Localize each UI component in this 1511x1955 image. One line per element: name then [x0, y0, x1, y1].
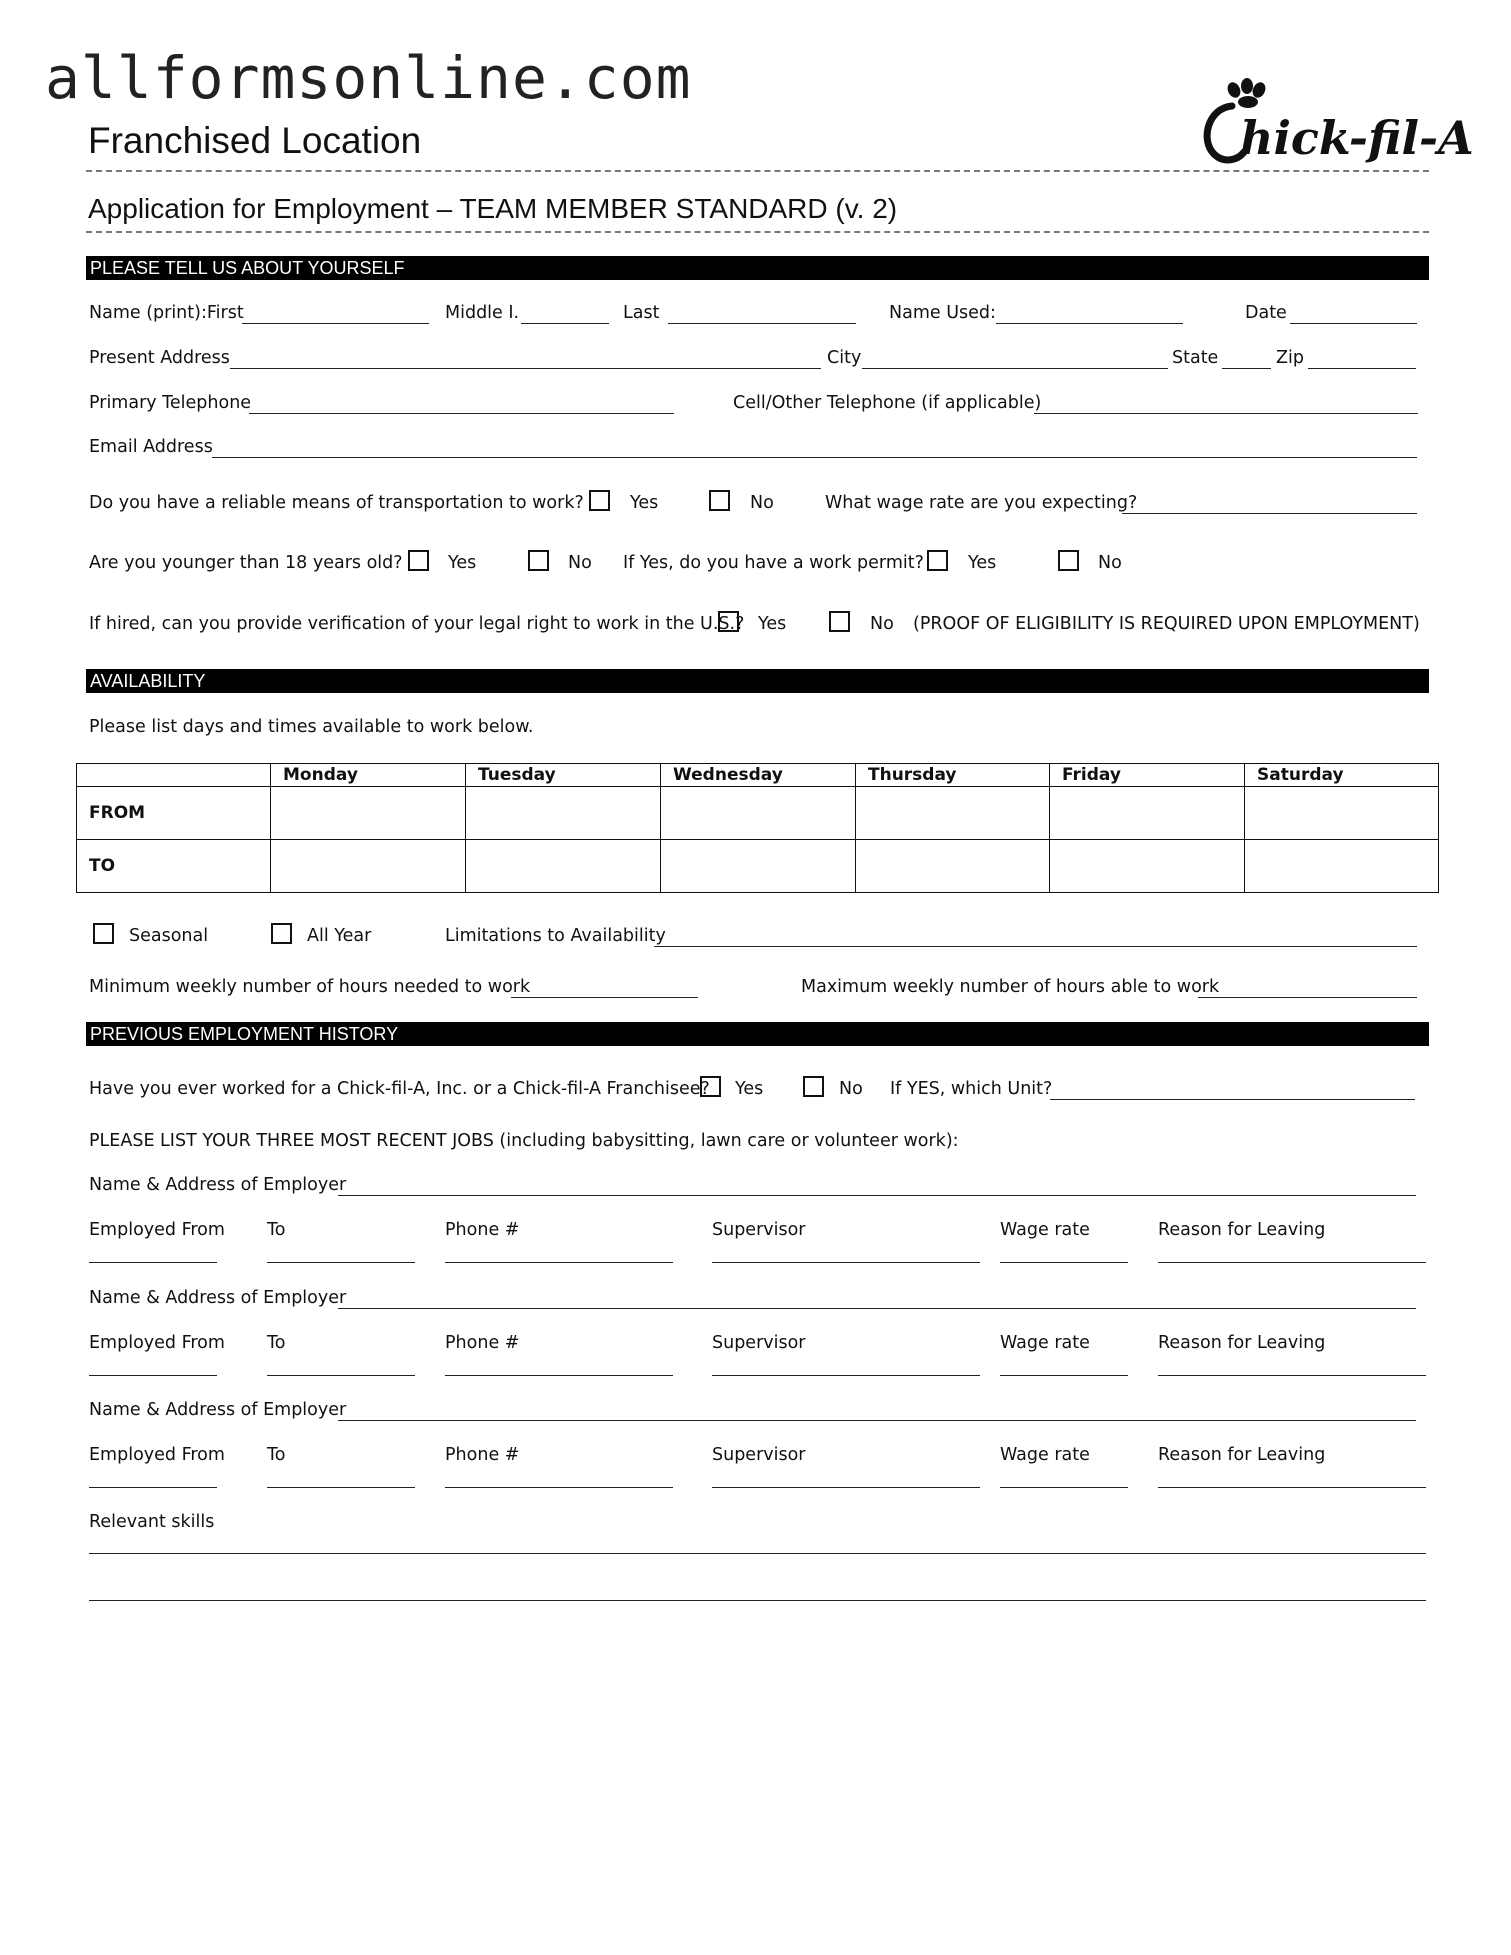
label-list-jobs: PLEASE LIST YOUR THREE MOST RECENT JOBS (including babysitting, lawn care or volunteer work):: [89, 1131, 959, 1151]
label-yes: Yes: [758, 614, 787, 634]
checkbox-all-year[interactable]: [271, 923, 292, 944]
label-age-question: Are you younger than 18 years old?: [89, 553, 403, 573]
checkbox-permit-yes[interactable]: [927, 550, 948, 571]
label-employed-from: Employed From: [89, 1220, 225, 1240]
label-supervisor: Supervisor: [712, 1333, 806, 1353]
field-cell-telephone[interactable]: [1034, 395, 1418, 414]
label-reason-leaving: Reason for Leaving: [1158, 1333, 1326, 1353]
field-employed-from-3[interactable]: [89, 1469, 217, 1488]
field-email[interactable]: [212, 439, 1417, 458]
field-phone-3[interactable]: [445, 1469, 673, 1488]
field-limitations[interactable]: [654, 928, 1417, 947]
field-middle[interactable]: [521, 305, 609, 324]
label-no: No: [839, 1079, 863, 1099]
chick-fil-a-logo: [1196, 78, 1474, 170]
label-last: Last: [623, 303, 660, 323]
label-no: No: [1098, 553, 1122, 573]
label-worked-question: Have you ever worked for a Chick-fil-A, Inc. or a Chick-fil-A Franchisee?: [89, 1079, 710, 1099]
label-permit-question: If Yes, do you have a work permit?: [623, 553, 924, 573]
label-name-used: Name Used:: [889, 303, 996, 323]
label-date: Date: [1245, 303, 1287, 323]
label-middle: Middle I.: [445, 303, 520, 323]
cell-from-thursday[interactable]: [856, 787, 1050, 840]
checkbox-transport-yes[interactable]: [589, 490, 610, 511]
label-email: Email Address: [89, 437, 213, 457]
table-header-monday: Monday: [271, 764, 466, 787]
label-phone: Phone #: [445, 1445, 520, 1465]
field-min-hours[interactable]: [511, 979, 698, 998]
field-supervisor-3[interactable]: [712, 1469, 980, 1488]
page-title: Franchised Location: [88, 120, 422, 161]
label-present-address: Present Address: [89, 348, 230, 368]
checkbox-seasonal[interactable]: [93, 923, 114, 944]
divider-dashed: [86, 231, 1429, 233]
cell-to-thursday[interactable]: [856, 840, 1050, 893]
checkbox-transport-no[interactable]: [709, 490, 730, 511]
label-city: City: [827, 348, 862, 368]
label-supervisor: Supervisor: [712, 1445, 806, 1465]
field-first-name[interactable]: [242, 305, 429, 324]
checkbox-age-yes[interactable]: [408, 550, 429, 571]
cell-to-saturday[interactable]: [1245, 840, 1439, 893]
table-header-saturday: Saturday: [1245, 764, 1439, 787]
field-wage-expected[interactable]: [1122, 495, 1417, 514]
field-wage-rate-1[interactable]: [1000, 1244, 1128, 1263]
label-yes: Yes: [735, 1079, 764, 1099]
svg-text:hick-fil-A: hick-fil-A: [1240, 111, 1474, 165]
row-label-to: TO: [77, 840, 271, 893]
cell-from-wednesday[interactable]: [661, 787, 856, 840]
label-legal-question: If hired, can you provide verification of your legal right to work in the U.S.?: [89, 614, 745, 634]
label-to: To: [267, 1445, 286, 1465]
field-reason-1[interactable]: [1158, 1244, 1426, 1263]
field-wage-rate-2[interactable]: [1000, 1357, 1128, 1376]
table-header-tuesday: Tuesday: [466, 764, 661, 787]
table-header-wednesday: Wednesday: [661, 764, 856, 787]
label-max-hours: Maximum weekly number of hours able to work: [801, 977, 1220, 997]
field-zip[interactable]: [1308, 350, 1416, 369]
checkbox-worked-no[interactable]: [803, 1076, 824, 1097]
checkbox-permit-no[interactable]: [1058, 550, 1079, 571]
availability-intro: Please list days and times available to work below.: [89, 717, 534, 737]
field-which-unit[interactable]: [1050, 1081, 1415, 1100]
label-wage-rate: Wage rate: [1000, 1445, 1090, 1465]
label-yes: Yes: [968, 553, 997, 573]
watermark-text: allformsonline.com: [45, 44, 692, 112]
label-phone: Phone #: [445, 1220, 520, 1240]
cell-from-saturday[interactable]: [1245, 787, 1439, 840]
label-to: To: [267, 1333, 286, 1353]
cell-from-friday[interactable]: [1050, 787, 1245, 840]
cell-to-monday[interactable]: [271, 840, 466, 893]
label-relevant-skills: Relevant skills: [89, 1512, 215, 1532]
label-all-year: All Year: [307, 926, 372, 946]
label-primary-telephone: Primary Telephone: [89, 393, 252, 413]
label-yes: Yes: [448, 553, 477, 573]
field-employer-1[interactable]: [338, 1177, 1416, 1196]
field-max-hours[interactable]: [1198, 979, 1417, 998]
cell-from-tuesday[interactable]: [466, 787, 661, 840]
checkbox-legal-no[interactable]: [829, 611, 850, 632]
field-skills-line-2[interactable]: [89, 1582, 1426, 1601]
field-reason-3[interactable]: [1158, 1469, 1426, 1488]
label-to: To: [267, 1220, 286, 1240]
label-limitations: Limitations to Availability: [445, 926, 666, 946]
label-seasonal: Seasonal: [129, 926, 209, 946]
cell-to-tuesday[interactable]: [466, 840, 661, 893]
field-skills-line-1[interactable]: [89, 1535, 1426, 1554]
field-supervisor-1[interactable]: [712, 1244, 980, 1263]
label-state: State: [1172, 348, 1219, 368]
checkbox-age-no[interactable]: [528, 550, 549, 571]
field-primary-telephone[interactable]: [249, 395, 674, 414]
cell-to-wednesday[interactable]: [661, 840, 856, 893]
divider-dashed: [86, 170, 1429, 172]
field-last-name[interactable]: [668, 305, 856, 324]
label-wage-rate: Wage rate: [1000, 1220, 1090, 1240]
label-cell-telephone: Cell/Other Telephone (if applicable): [733, 393, 1042, 413]
label-which-unit: If YES, which Unit?: [890, 1079, 1053, 1099]
label-employer: Name & Address of Employer: [89, 1288, 347, 1308]
label-reason-leaving: Reason for Leaving: [1158, 1445, 1326, 1465]
field-state[interactable]: [1222, 350, 1271, 369]
field-employer-2[interactable]: [338, 1290, 1416, 1309]
section-heading-about: PLEASE TELL US ABOUT YOURSELF: [86, 256, 1429, 280]
availability-table: [76, 763, 1439, 893]
field-employed-from-2[interactable]: [89, 1357, 217, 1376]
field-wage-rate-3[interactable]: [1000, 1469, 1128, 1488]
checkbox-legal-yes[interactable]: [718, 611, 739, 632]
label-zip: Zip: [1276, 348, 1304, 368]
proof-eligibility-note: (PROOF OF ELIGIBILITY IS REQUIRED UPON EMPLOYMENT): [913, 614, 1420, 634]
field-name-used[interactable]: [996, 305, 1183, 324]
label-transport-question: Do you have a reliable means of transportation to work?: [89, 493, 584, 513]
label-employed-from: Employed From: [89, 1445, 225, 1465]
label-employed-from: Employed From: [89, 1333, 225, 1353]
field-phone-2[interactable]: [445, 1357, 673, 1376]
field-to-3[interactable]: [267, 1469, 415, 1488]
cell-from-monday[interactable]: [271, 787, 466, 840]
label-no: No: [750, 493, 774, 513]
label-no: No: [870, 614, 894, 634]
label-employer: Name & Address of Employer: [89, 1400, 347, 1420]
label-employer: Name & Address of Employer: [89, 1175, 347, 1195]
field-reason-2[interactable]: [1158, 1357, 1426, 1376]
field-to-2[interactable]: [267, 1357, 415, 1376]
label-wage-rate: Wage rate: [1000, 1333, 1090, 1353]
label-reason-leaving: Reason for Leaving: [1158, 1220, 1326, 1240]
form-subtitle: Application for Employment – TEAM MEMBER STANDARD (v. 2): [88, 193, 898, 224]
table-header-blank: [77, 764, 271, 787]
checkbox-worked-yes[interactable]: [700, 1076, 721, 1097]
label-yes: Yes: [630, 493, 659, 513]
field-to-1[interactable]: [267, 1244, 415, 1263]
field-city[interactable]: [862, 350, 1168, 369]
section-heading-employment: PREVIOUS EMPLOYMENT HISTORY: [86, 1022, 1429, 1046]
label-no: No: [568, 553, 592, 573]
cell-to-friday[interactable]: [1050, 840, 1245, 893]
field-phone-1[interactable]: [445, 1244, 673, 1263]
label-first-name: Name (print):First: [89, 303, 244, 323]
label-supervisor: Supervisor: [712, 1220, 806, 1240]
field-employer-3[interactable]: [338, 1402, 1416, 1421]
field-date[interactable]: [1290, 305, 1417, 324]
label-phone: Phone #: [445, 1333, 520, 1353]
table-header-thursday: Thursday: [856, 764, 1050, 787]
label-wage-question: What wage rate are you expecting?: [825, 493, 1138, 513]
label-min-hours: Minimum weekly number of hours needed to work: [89, 977, 531, 997]
table-header-friday: Friday: [1050, 764, 1245, 787]
field-supervisor-2[interactable]: [712, 1357, 980, 1376]
row-label-from: FROM: [77, 787, 271, 840]
section-heading-availability: AVAILABILITY: [86, 669, 1429, 693]
field-employed-from-1[interactable]: [89, 1244, 217, 1263]
field-present-address[interactable]: [230, 350, 821, 369]
